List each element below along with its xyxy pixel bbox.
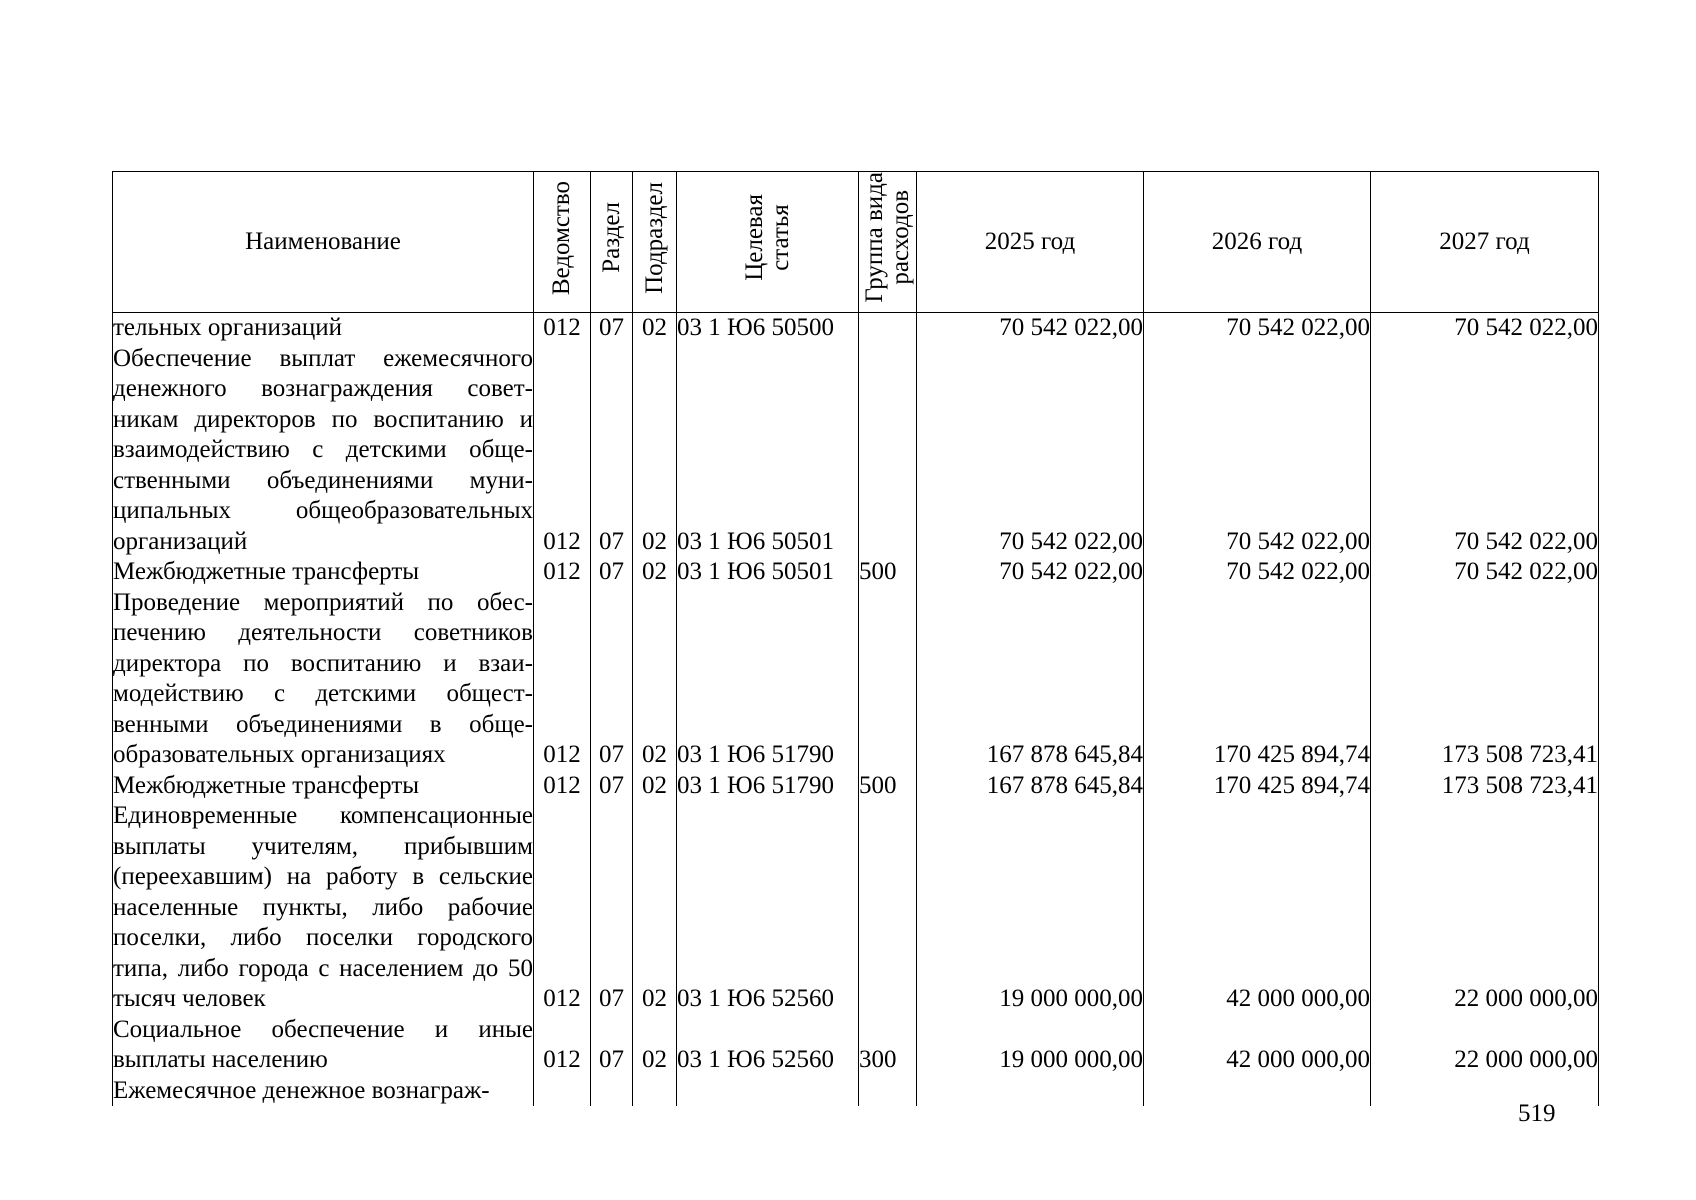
- cell-grp: [859, 1076, 917, 1107]
- table-row: [113, 771, 1599, 802]
- header-ved: Ведомство: [534, 172, 591, 313]
- cell-ved: 012: [534, 771, 591, 802]
- cell-name: Межбюджетные трансферты: [113, 557, 534, 588]
- cell-y2027: 173 508 723,41: [1371, 771, 1599, 802]
- cell-y2025: 19 000 000,00: [917, 801, 1144, 1015]
- cell-name: Ежемесячное денежное вознаграж-: [113, 1076, 534, 1107]
- cell-ved: 012: [534, 344, 591, 558]
- cell-y2027: 70 542 022,00: [1371, 344, 1599, 558]
- cell-ved: 012: [534, 313, 591, 344]
- cell-grp: [859, 313, 917, 344]
- cell-grp: 500: [859, 771, 917, 802]
- cell-grp: [859, 588, 917, 771]
- header-gruppa-vida: Группа вида расходов: [859, 172, 917, 313]
- cell-y2026: 170 425 894,74: [1144, 588, 1371, 771]
- header-celevaya-statya: Целевая статья: [677, 172, 859, 313]
- cell-podrazdel: 02: [633, 344, 677, 558]
- header-razdel: Раздел: [591, 172, 633, 313]
- cell-razdel: 07: [591, 801, 633, 1015]
- cell-podrazdel: 02: [633, 801, 677, 1015]
- cell-y2026: 70 542 022,00: [1144, 557, 1371, 588]
- cell-y2025: 70 542 022,00: [917, 557, 1144, 588]
- table-row: [113, 344, 1599, 558]
- cell-name: тельных организаций: [113, 313, 534, 344]
- table-body: [113, 313, 1599, 1107]
- cell-y2027: 22 000 000,00: [1371, 1015, 1599, 1076]
- cell-name: Проведение мероприятий по обеспечению деятельности советников директора по воспитанию и взаимодействию с детскими общественными объединениями в общеобразовательных организациях: [113, 588, 534, 771]
- cell-grp: [859, 801, 917, 1015]
- table-row: [113, 801, 1599, 1015]
- table-row: [113, 557, 1599, 588]
- header-2025: 2025 год: [917, 172, 1144, 313]
- cell-ved: [534, 1076, 591, 1107]
- cell-razdel: [591, 1076, 633, 1107]
- table-header-row: [113, 172, 1599, 313]
- cell-razdel: 07: [591, 313, 633, 344]
- cell-razdel: 07: [591, 344, 633, 558]
- cell-name: Единовременные компенсационные выплаты учителям, прибывшим (переехавшим) на работу в сельские населенные пункты, либо рабочие поселки, либо поселки городского типа, либо города с населением до 50 тысяч человек: [113, 801, 534, 1015]
- cell-podrazdel: 02: [633, 588, 677, 771]
- cell-grp: 500: [859, 557, 917, 588]
- header-name: Наименование: [113, 172, 534, 313]
- header-podrazdel: Подраздел: [633, 172, 677, 313]
- cell-y2025: 167 878 645,84: [917, 588, 1144, 771]
- cell-ved: 012: [534, 588, 591, 771]
- cell-podrazdel: 02: [633, 313, 677, 344]
- cell-name: Обеспечение выплат ежемесячного денежного вознаграждения советникам директоров по воспитанию и взаимодействию с детскими общественными объединениями муниципальных общеобразовательных организаций: [113, 344, 534, 558]
- table-row: [113, 313, 1599, 344]
- cell-razdel: 07: [591, 588, 633, 771]
- cell-y2027: 70 542 022,00: [1371, 313, 1599, 344]
- page-number: 519: [1518, 1100, 1556, 1127]
- header-2027: 2027 год: [1371, 172, 1599, 313]
- cell-cs: 03 1 Ю6 51790: [677, 771, 859, 802]
- cell-razdel: 07: [591, 557, 633, 588]
- cell-y2025: 19 000 000,00: [917, 1015, 1144, 1076]
- cell-name: Межбюджетные трансферты: [113, 771, 534, 802]
- cell-ved: 012: [534, 557, 591, 588]
- cell-y2026: [1144, 1076, 1371, 1107]
- table-row: [113, 588, 1599, 771]
- cell-y2027: [1371, 1076, 1599, 1107]
- cell-y2026: 170 425 894,74: [1144, 771, 1371, 802]
- cell-y2025: [917, 1076, 1144, 1107]
- cell-razdel: 07: [591, 1015, 633, 1076]
- cell-ved: 012: [534, 801, 591, 1015]
- cell-ved: 012: [534, 1015, 591, 1076]
- cell-cs: 03 1 Ю6 52560: [677, 1015, 859, 1076]
- table-row: [113, 1015, 1599, 1076]
- cell-y2027: 70 542 022,00: [1371, 557, 1599, 588]
- cell-cs: 03 1 Ю6 50501: [677, 557, 859, 588]
- cell-y2026: 70 542 022,00: [1144, 344, 1371, 558]
- cell-y2027: 173 508 723,41: [1371, 588, 1599, 771]
- cell-podrazdel: 02: [633, 1015, 677, 1076]
- cell-cs: 03 1 Ю6 50501: [677, 344, 859, 558]
- cell-y2027: 22 000 000,00: [1371, 801, 1599, 1015]
- cell-y2025: 70 542 022,00: [917, 344, 1144, 558]
- cell-y2026: 42 000 000,00: [1144, 1015, 1371, 1076]
- budget-table: [112, 171, 1599, 1106]
- cell-podrazdel: 02: [633, 771, 677, 802]
- cell-grp: [859, 344, 917, 558]
- cell-grp: 300: [859, 1015, 917, 1076]
- cell-cs: 03 1 Ю6 50500: [677, 313, 859, 344]
- table-row: [113, 1076, 1599, 1107]
- cell-name: Социальное обеспечение и иные выплаты населению: [113, 1015, 534, 1076]
- cell-razdel: 07: [591, 771, 633, 802]
- cell-cs: 03 1 Ю6 52560: [677, 801, 859, 1015]
- header-2026: 2026 год: [1144, 172, 1371, 313]
- cell-podrazdel: 02: [633, 557, 677, 588]
- cell-cs: 03 1 Ю6 51790: [677, 588, 859, 771]
- cell-y2026: 70 542 022,00: [1144, 313, 1371, 344]
- cell-y2026: 42 000 000,00: [1144, 801, 1371, 1015]
- cell-y2025: 167 878 645,84: [917, 771, 1144, 802]
- cell-cs: [677, 1076, 859, 1107]
- cell-podrazdel: [633, 1076, 677, 1107]
- cell-y2025: 70 542 022,00: [917, 313, 1144, 344]
